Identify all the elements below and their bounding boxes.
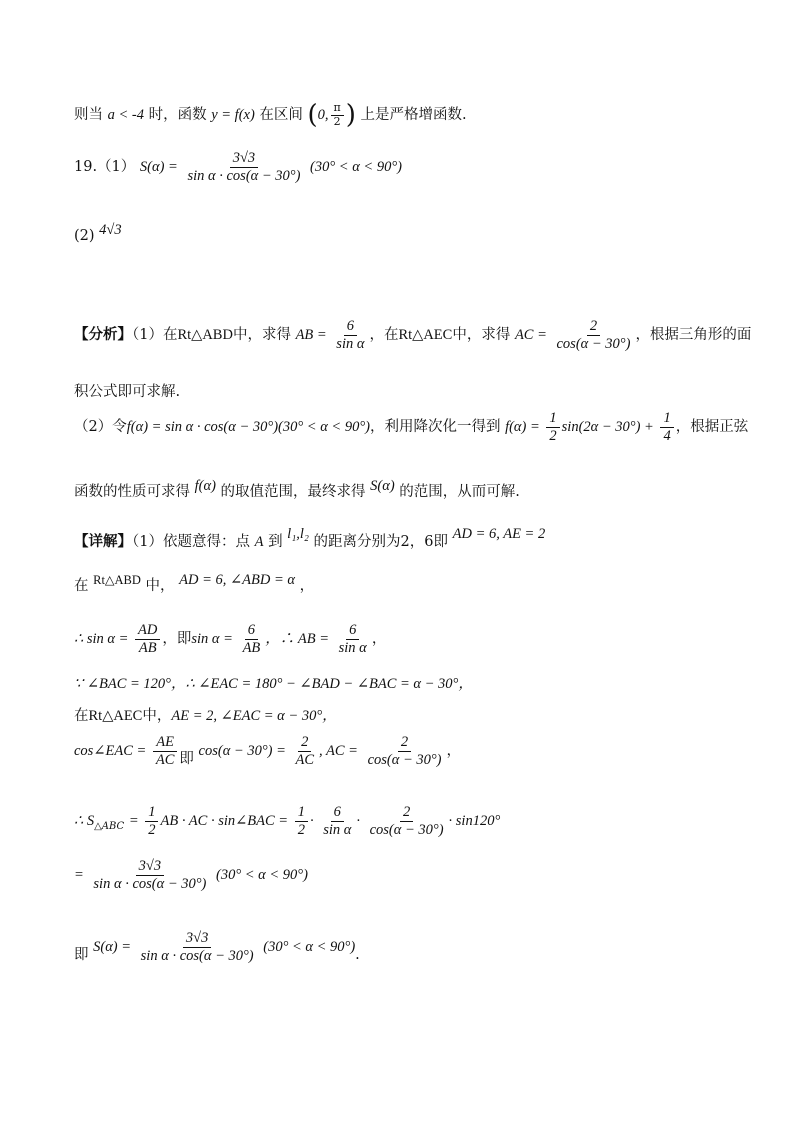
text: （2）令	[74, 419, 127, 436]
fraction-area	[138, 930, 257, 964]
text: （1）依题意得：点	[132, 534, 250, 550]
math-f-lhs: f(α) =	[505, 419, 540, 436]
math-range: (30° < α < 90°)	[263, 939, 356, 956]
math: =	[74, 867, 84, 884]
math: S(α) =	[93, 939, 132, 956]
denominator: sin α · cos(α − 30°)	[93, 875, 207, 892]
question-number: 19.（1）	[74, 159, 136, 176]
text: 的距离分别为2，6即	[313, 534, 448, 550]
fraction-2-cos	[365, 734, 445, 768]
text: 时，函数	[148, 107, 207, 123]
math: ·	[309, 813, 314, 830]
text: 积公式即可求解.	[74, 384, 181, 400]
right-paren-icon: )	[345, 100, 356, 130]
answer-19-part2	[74, 222, 122, 244]
math: sin α =	[191, 631, 233, 648]
math-rt-aec: Rt△AEC	[88, 708, 143, 724]
numerator: 3√3	[230, 150, 258, 168]
math: =	[128, 813, 139, 830]
numerator: 3√3	[183, 930, 211, 948]
fraction-ac	[554, 318, 634, 352]
analysis-line2	[74, 380, 180, 401]
text: ，在	[369, 327, 399, 344]
math: cos∠EAC =	[74, 743, 147, 760]
denominator: 4	[663, 427, 671, 444]
fraction-ab	[333, 318, 367, 352]
numerator: 6	[331, 804, 344, 822]
numerator: 1	[295, 804, 308, 822]
fraction-half	[145, 804, 158, 838]
text: ，	[446, 743, 461, 760]
numerator: 1	[145, 804, 158, 822]
detail-line6	[74, 734, 461, 768]
numerator: AE	[153, 734, 177, 752]
numerator: 2	[298, 734, 311, 752]
analysis-tag: 【分析】	[74, 326, 132, 344]
math: ∴ sin α =	[74, 631, 129, 648]
math-f-alpha: f(α)	[194, 478, 216, 494]
text: 在	[74, 708, 89, 724]
text: ，根据正弦	[675, 419, 749, 436]
detail-tag: 【详解】	[74, 533, 132, 550]
text: 在区间	[259, 107, 303, 123]
text: ，根据三角形的面	[635, 327, 752, 344]
math-range: (30° < α < 90°)	[310, 159, 402, 176]
numerator: AD	[135, 622, 160, 640]
denominator: AB	[242, 639, 261, 656]
math-f-def: f(α) = sin α · cos(α − 30°)(30° < α < 90°)	[126, 419, 370, 436]
math: · sin120°	[448, 813, 501, 830]
math-sin: sin(2α − 30°) +	[561, 419, 654, 436]
detail-line5	[74, 704, 337, 725]
numerator: 1	[660, 410, 673, 428]
line-conclusion-increasing	[74, 100, 467, 130]
interval-left: 0,	[317, 107, 329, 123]
math-s-alpha: S(α)	[370, 478, 395, 494]
fraction-half	[546, 410, 559, 444]
denominator: sin α	[338, 639, 367, 656]
math-condition: a < -4	[107, 107, 144, 123]
text: 函数的性质可求得	[74, 484, 190, 500]
fraction-area	[90, 858, 209, 892]
fraction-6-sin	[320, 804, 354, 838]
text: 则当	[74, 107, 103, 123]
math: cos(α − 30°) =	[198, 743, 286, 760]
answer-value: 4√3	[99, 222, 122, 238]
text: ，即	[162, 631, 192, 648]
denominator: sin α · cos(α − 30°)	[140, 947, 254, 964]
denominator: sin α	[323, 821, 352, 838]
math: ，∴ AB =	[265, 631, 330, 648]
fraction-quarter	[660, 410, 673, 444]
fraction-2-cos	[367, 804, 447, 838]
math: , AC =	[319, 743, 358, 760]
text: 中，	[145, 578, 175, 594]
denominator: 2	[333, 114, 341, 128]
text: 的范围，从而可解.	[399, 484, 520, 500]
answer-19-part1	[74, 150, 402, 184]
denominator: sin α · cos(α − 30°)	[187, 167, 301, 184]
math-s-lhs: S(α) =	[139, 159, 178, 176]
math: AB · AC · sin∠BAC =	[160, 813, 289, 830]
text: 上是严格增函数.	[360, 107, 467, 123]
text: 到	[268, 534, 283, 550]
fraction-ae-ac	[153, 734, 178, 768]
math-lines: l₁,l₂	[287, 526, 309, 542]
numerator: 2	[400, 804, 413, 822]
math-range: (30° < α < 90°)	[215, 867, 308, 884]
math-ab-lhs: AB =	[295, 327, 327, 344]
denominator: sin α	[336, 335, 365, 352]
denominator: cos(α − 30°)	[367, 751, 442, 768]
text: 即	[74, 947, 89, 964]
analysis-line1	[74, 318, 751, 352]
text: ，	[299, 578, 315, 594]
denominator: cos(α − 30°)	[369, 821, 444, 838]
math-function: y = f(x)	[211, 107, 255, 123]
text: ，	[371, 631, 387, 648]
math-point-a: A	[254, 534, 264, 550]
math-ae-angle: AE = 2, ∠EAC = α − 30°，	[171, 708, 337, 724]
denominator: 2	[297, 821, 305, 838]
fraction-s-alpha	[184, 150, 303, 184]
math: ∴ S	[74, 813, 95, 830]
numerator: 1	[546, 410, 559, 428]
numerator: π	[331, 102, 344, 116]
denominator: AC	[155, 751, 175, 768]
denominator: cos(α − 30°)	[556, 335, 631, 352]
analysis-part2-line2	[74, 478, 520, 501]
math: ·	[356, 813, 360, 830]
numerator: 2	[587, 318, 600, 336]
denominator: 2	[549, 427, 557, 444]
fraction-ad-ab	[135, 622, 160, 656]
denominator: 2	[148, 821, 156, 838]
math-angle-relations: ∵ ∠BAC = 120°，∴ ∠EAC = 180° − ∠BAD − ∠BAC = α − 30°，	[74, 676, 473, 692]
fraction-pi-over-2	[331, 102, 344, 128]
text: 即	[179, 751, 194, 768]
numerator: 6	[346, 622, 359, 640]
math-ad-angle: AD = 6, ∠ABD = α	[179, 572, 296, 588]
text: 中，求得	[452, 327, 511, 344]
text: （1）在	[132, 327, 178, 344]
detail-line4	[74, 672, 473, 693]
math-ad-ae: AD = 6, AE = 2	[452, 526, 546, 542]
text: 中，	[142, 708, 172, 724]
numerator: 3√3	[136, 858, 164, 876]
subscript: △ABC	[94, 821, 125, 833]
fraction-6-ab	[240, 622, 264, 656]
text: ，利用降次化一得到	[369, 419, 501, 436]
detail-line3	[74, 622, 386, 656]
analysis-part2-line1	[74, 410, 748, 444]
left-paren-icon: (	[307, 100, 318, 130]
math-ac-lhs: AC =	[514, 327, 547, 344]
detail-line2	[74, 572, 314, 595]
detail-line7	[74, 804, 500, 838]
fraction-half	[295, 804, 308, 838]
numerator: 6	[344, 318, 357, 336]
text: 在	[74, 578, 89, 594]
fraction-2-ac	[292, 734, 317, 768]
text: 的取值范围，最终求得	[220, 484, 366, 500]
denominator: AB	[138, 639, 157, 656]
math-rt-abd: Rt△ABD	[177, 327, 233, 344]
detail-line1	[74, 526, 545, 551]
detail-line9	[74, 930, 360, 964]
denominator: AC	[295, 751, 315, 768]
numerator: 6	[245, 622, 258, 640]
detail-line8	[74, 858, 308, 892]
math-rt-abd: Rt△ABD	[93, 573, 141, 587]
text: 中，求得	[232, 327, 291, 344]
math-rt-aec: Rt△AEC	[398, 327, 453, 344]
numerator: 2	[398, 734, 411, 752]
text: .	[355, 947, 360, 964]
fraction-6-sin	[336, 622, 370, 656]
part-number: (2)	[74, 228, 95, 244]
